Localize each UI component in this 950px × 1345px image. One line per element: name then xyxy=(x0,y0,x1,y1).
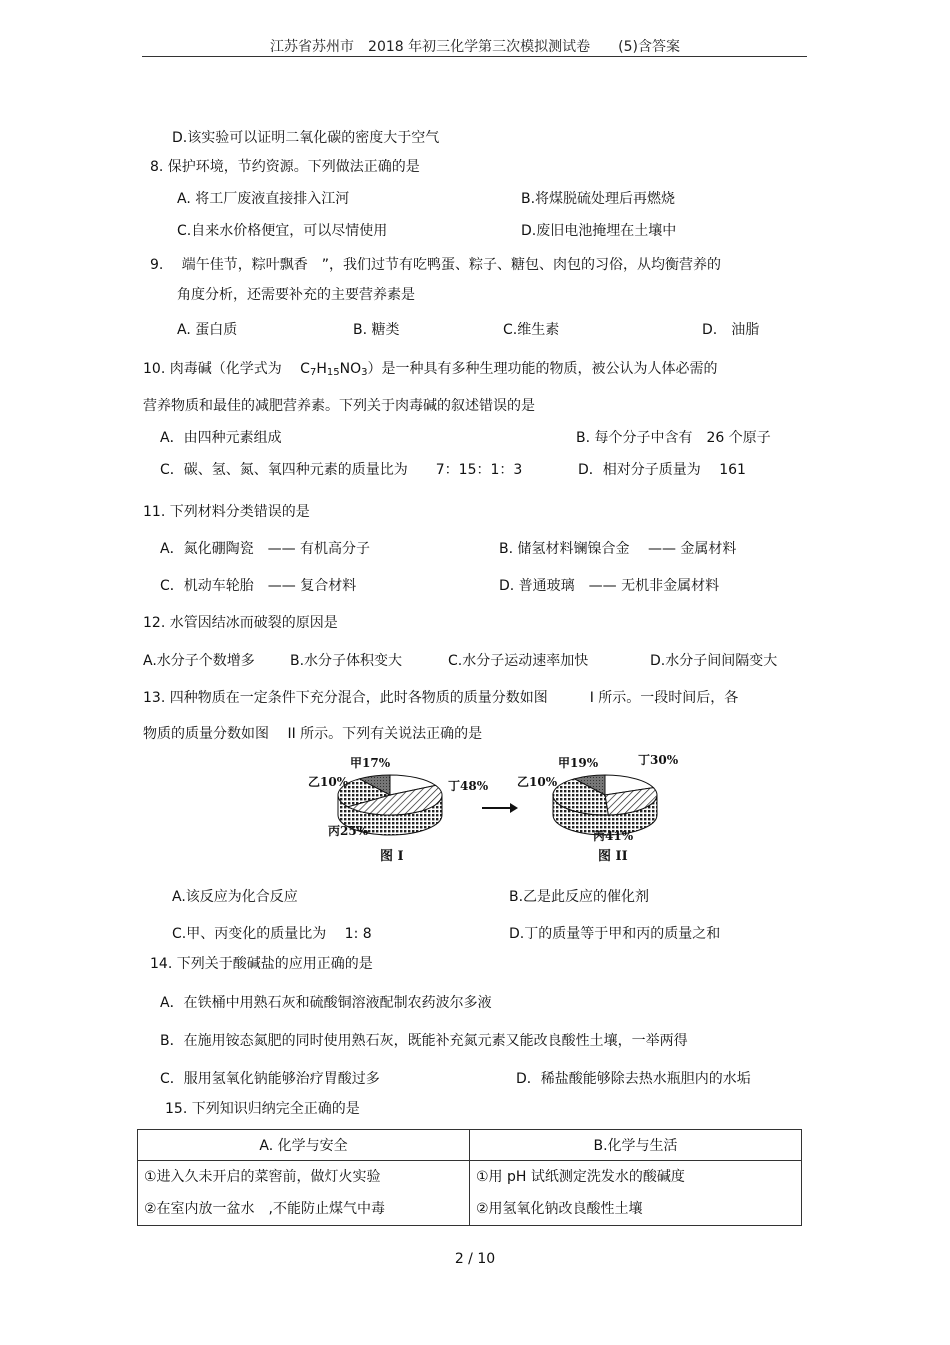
q12-option-b: B.水分子体积变大 xyxy=(290,653,403,669)
pie-caption: 图 II xyxy=(598,849,628,864)
q11-option-b: B. 储氢材料镧镍合金 —— 金属材料 xyxy=(499,541,737,557)
q11-stem: 11. 下列材料分类错误的是 xyxy=(143,504,310,520)
q10-sub-3: 3 xyxy=(361,367,368,378)
q12-option-a: A.水分子个数增多 xyxy=(143,653,255,669)
pie-label: 乙10% xyxy=(517,775,558,789)
q13-stem: 13. 四种物质在一定条件下充分混合，此时各物质的质量分数如图 I 所示。一段时间后，各 xyxy=(143,690,739,706)
q10-option-d: D．相对分子质量为 161 xyxy=(578,462,746,478)
cell-a-line-2: ②在室内放一盆水 ,不能防止煤气中毒 xyxy=(144,1201,385,1217)
q11-option-c: C．机动车轮胎 —— 复合材料 xyxy=(160,578,357,594)
q8-option-c: C.自来水价格便宜，可以尽情使用 xyxy=(177,223,388,239)
q10-stem-pre: 10. 肉毒碱（化学式为 C xyxy=(143,361,310,377)
pie-label: 甲17% xyxy=(350,756,391,770)
page-header: 江苏省苏州市 2018 年初三化学第三次模拟测试卷 (5)含答案 xyxy=(270,39,680,55)
cell-a-line-1: ①进入久未开启的菜窖前，做灯火实验 xyxy=(144,1169,381,1185)
q12-option-d: D.水分子间间隔变大 xyxy=(650,653,778,669)
q14-option-d: D．稀盐酸能够除去热水瓶胆内的水垢 xyxy=(516,1071,751,1087)
q15-stem: 15. 下列知识归纳完全正确的是 xyxy=(165,1101,360,1117)
q10-option-a: A．由四种元素组成 xyxy=(160,430,282,446)
q9-option-d: D. 油脂 xyxy=(702,322,760,338)
pie-caption: 图 I xyxy=(380,849,404,864)
pie-label: 丙25% xyxy=(328,824,369,838)
pie-chart-2 xyxy=(517,753,679,864)
q9-stem: 9. 端午佳节，粽叶飘香 ”，我们过节有吃鸭蛋、粽子、糖包、肉包的习俗，从均衡营养的 xyxy=(150,257,722,273)
pie-label: 乙10% xyxy=(308,775,349,789)
q9-option-c: C.维生素 xyxy=(503,322,560,338)
pie-label: 丁48% xyxy=(448,779,489,793)
q15-table xyxy=(137,1129,802,1226)
q13-option-b: B.乙是此反应的催化剂 xyxy=(509,889,650,905)
header-rule xyxy=(142,56,807,57)
q8-option-d: D.废旧电池掩埋在土壤中 xyxy=(521,223,677,239)
q10-stem-line2: 营养物质和最佳的减肥营养素。下列关于肉毒碱的叙述错误的是 xyxy=(143,398,535,414)
q7-option-d: D.该实验可以证明二氧化碳的密度大于空气 xyxy=(172,130,440,146)
q11-option-a: A．氮化硼陶瓷 —— 有机高分子 xyxy=(160,541,371,557)
q8-option-b: B.将煤脱硫处理后再燃烧 xyxy=(521,191,676,207)
q13-stem-line2: 物质的质量分数如图 II 所示。下列有关说法正确的是 xyxy=(143,726,483,742)
cell-b-line-2: ②用氢氧化钠改良酸性土壤 xyxy=(476,1201,643,1217)
q10-h: H xyxy=(316,361,327,377)
q13-pie-charts xyxy=(308,750,680,875)
table-header-a: A. 化学与安全 xyxy=(138,1130,470,1161)
pie-label: 丁30% xyxy=(638,753,679,767)
table-header-b: B.化学与生活 xyxy=(470,1130,802,1161)
table-header-row xyxy=(138,1130,802,1161)
q14-option-b: B．在施用铵态氮肥的同时使用熟石灰，既能补充氮元素又能改良酸性土壤，一举两得 xyxy=(160,1033,688,1049)
q12-stem: 12. 水管因结冰而破裂的原因是 xyxy=(143,615,338,631)
table-cell-b xyxy=(470,1161,802,1226)
q14-option-a: A．在铁桶中用熟石灰和硫酸铜溶液配制农药波尔多液 xyxy=(160,995,492,1011)
q13-option-a: A.该反应为化合反应 xyxy=(172,889,298,905)
q14-stem: 14. 下列关于酸碱盐的应用正确的是 xyxy=(150,956,373,972)
table-cell-a xyxy=(138,1161,470,1226)
pie-label: 丙41% xyxy=(593,829,634,843)
q11-option-d: D. 普通玻璃 —— 无机非金属材料 xyxy=(499,578,720,594)
q10-sub-7: 7 xyxy=(309,367,317,378)
cell-b-line-1: ①用 pH 试纸测定洗发水的酸碱度 xyxy=(476,1169,685,1185)
q14-option-c: C．服用氢氧化钠能够治疗胃酸过多 xyxy=(160,1071,380,1087)
q13-option-d: D.丁的质量等于甲和丙的质量之和 xyxy=(509,926,721,942)
q10-stem-post: ）是一种具有多种生理功能的物质，被公认为人体必需的 xyxy=(367,361,718,377)
q8-stem: 8. 保护环境，节约资源。下列做法正确的是 xyxy=(150,159,420,175)
q10-option-c: C．碳、氢、氮、氧四种元素的质量比为 7：15：1：3 xyxy=(160,462,523,478)
q8-option-a: A. 将工厂废液直接排入江河 xyxy=(177,191,350,207)
q12-option-c: C.水分子运动速率加快 xyxy=(448,653,589,669)
q9-option-b: B. 糖类 xyxy=(353,322,400,338)
q13-option-c: C.甲、丙变化的质量比为 1: 8 xyxy=(172,926,372,942)
pie-label: 甲19% xyxy=(558,756,599,770)
q9-stem-line2: 角度分析，还需要补充的主要营养素是 xyxy=(177,287,415,303)
table-row xyxy=(138,1161,802,1226)
q10-sub-15: 15 xyxy=(326,367,340,378)
arrow-icon xyxy=(482,803,518,813)
q9-option-a: A. 蛋白质 xyxy=(177,322,238,338)
q10-stem xyxy=(143,360,717,382)
pie-chart-1 xyxy=(308,756,489,864)
q10-no: NO xyxy=(339,361,362,377)
q10-option-b: B. 每个分子中含有 26 个原子 xyxy=(576,430,771,446)
page-number: 2 / 10 xyxy=(454,1251,496,1267)
